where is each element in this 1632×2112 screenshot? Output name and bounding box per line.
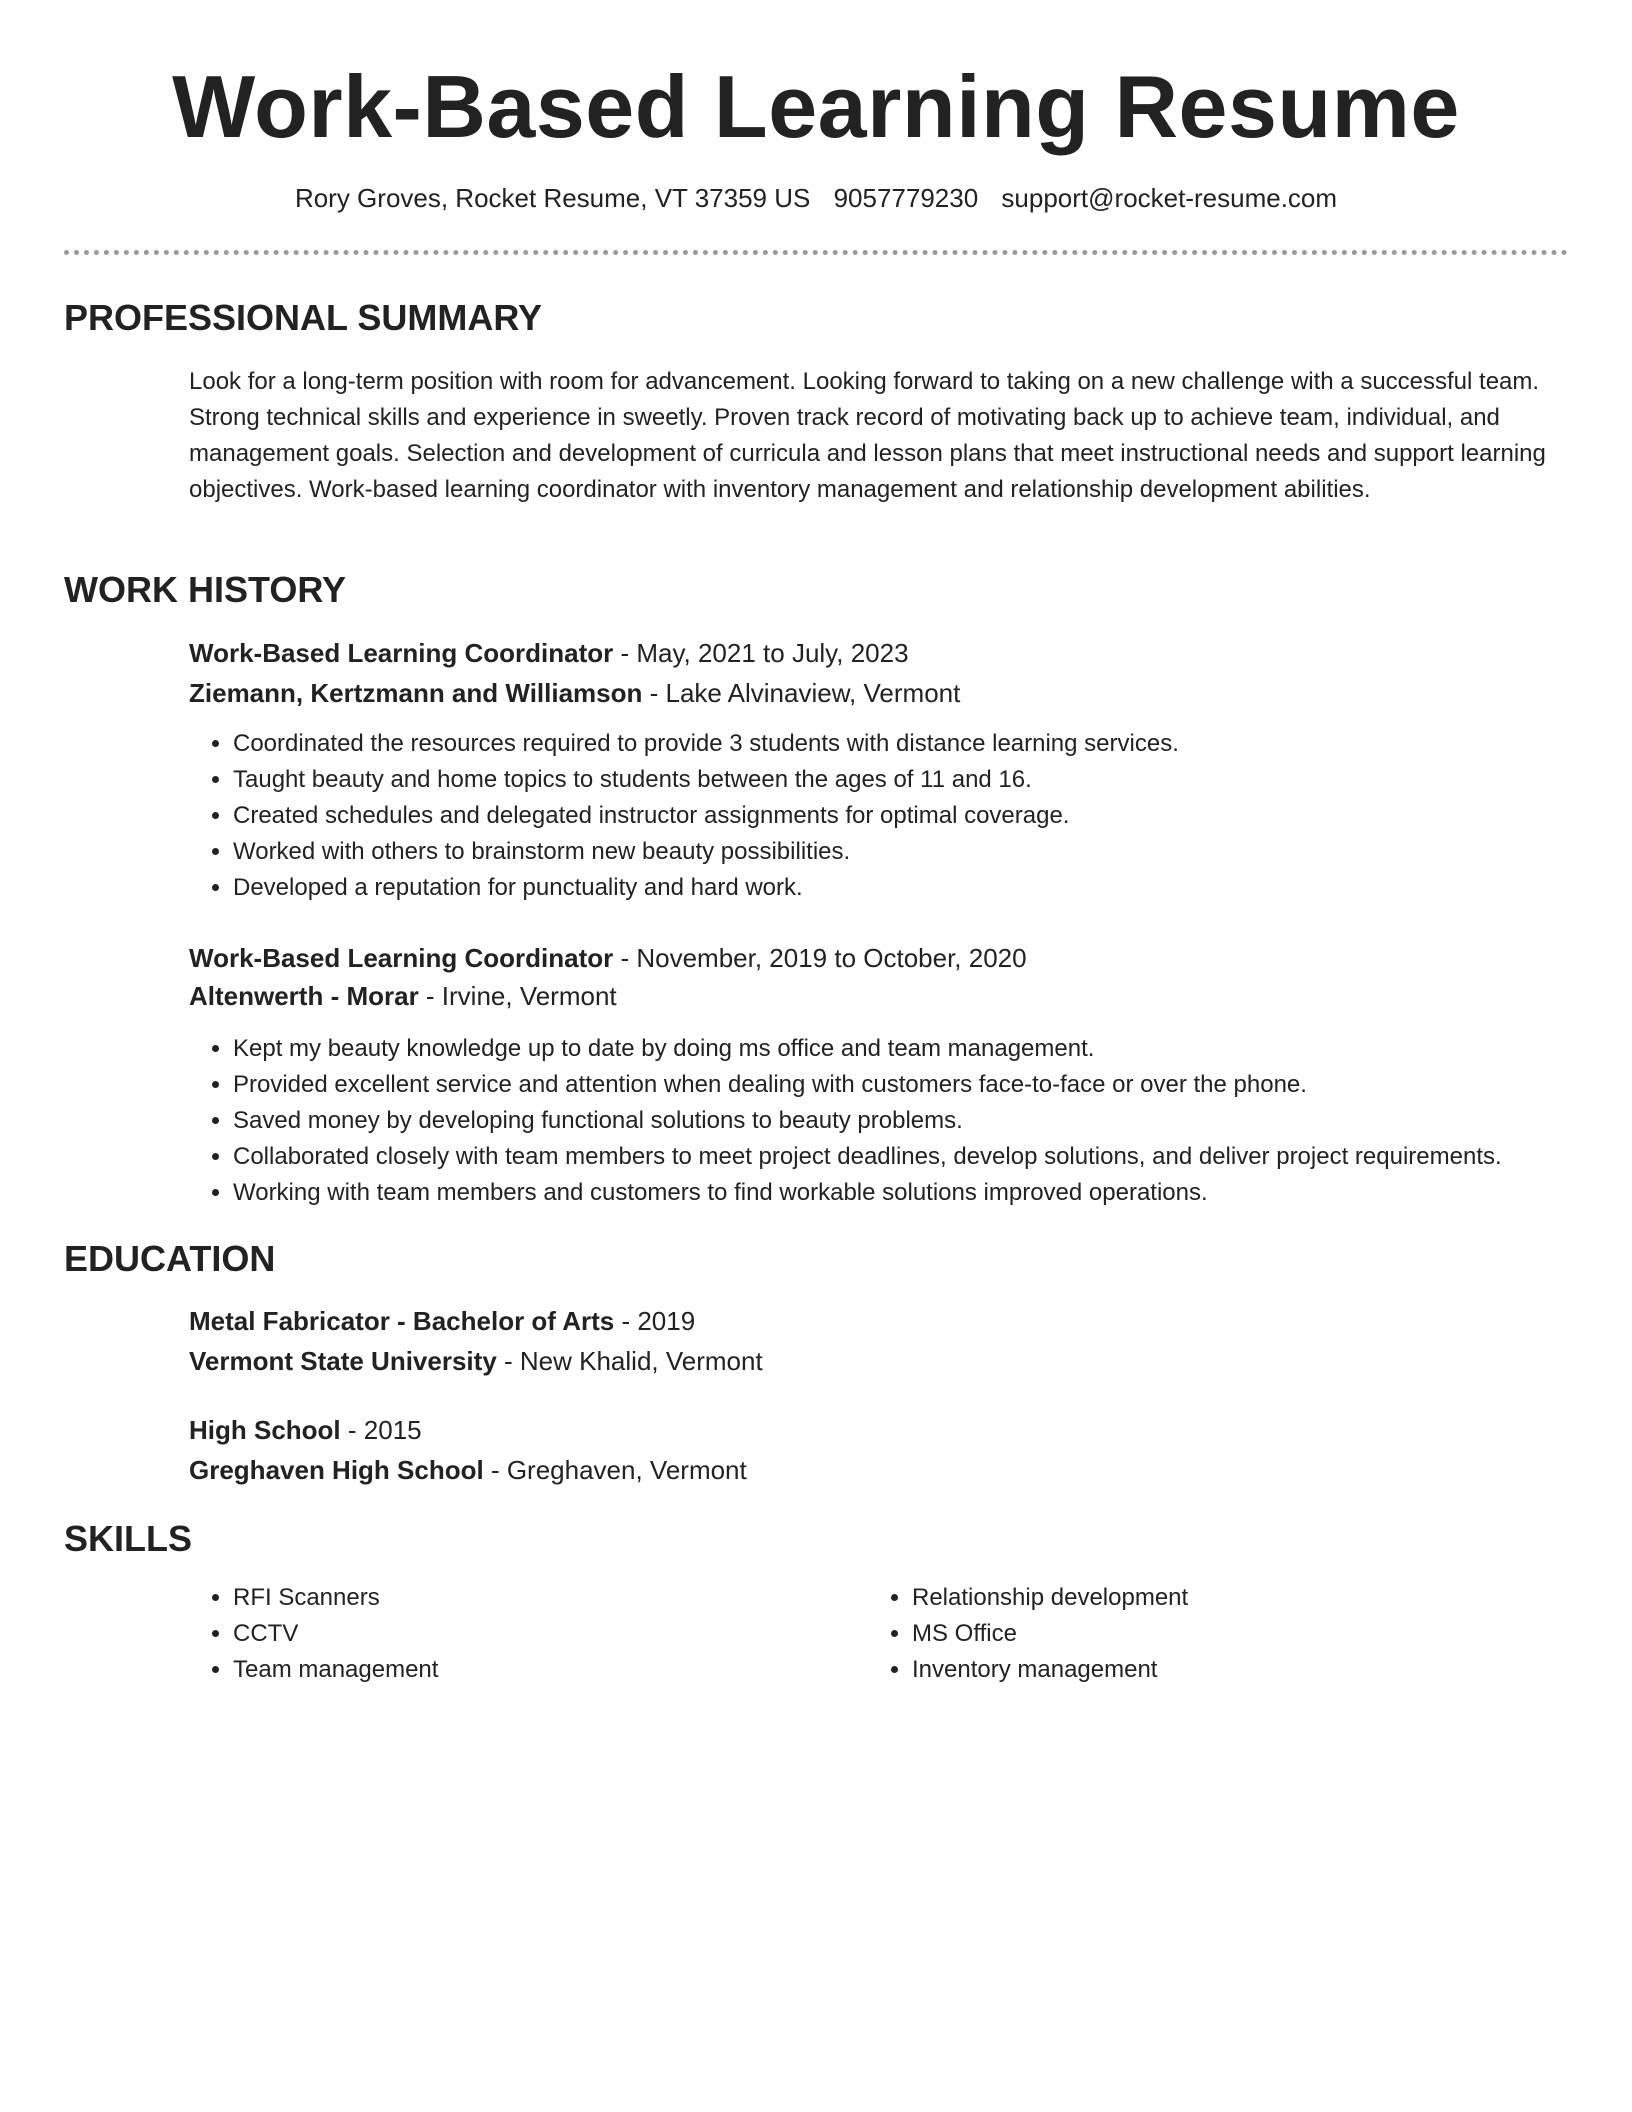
skills-list-left [189, 1580, 438, 1688]
education-2-year: - 2015 [340, 1415, 422, 1445]
list-item: • Kept my beauty knowledge up to date by doing ms office and team management. [233, 1031, 1502, 1067]
header-divider [64, 250, 1568, 255]
education-1-degree: Metal Fabricator - Bachelor of Arts [189, 1306, 615, 1336]
job-2-dates: - November, 2019 to October, 2020 [613, 943, 1027, 973]
skills-heading: SKILLS [64, 1518, 193, 1559]
education-2-school: Greghaven High School [189, 1455, 484, 1485]
list-item: • Team management [233, 1652, 438, 1688]
job-2-title-line [189, 939, 1027, 977]
education-1-year: - 2019 [614, 1306, 696, 1336]
education-2-degree: High School [189, 1415, 341, 1445]
education-2-school-line [189, 1451, 747, 1489]
list-item: • Taught beauty and home topics to students between the ages of 11 and 16. [233, 762, 1179, 798]
education-1-degree-line [189, 1302, 695, 1340]
job-2-title: Work-Based Learning Coordinator [189, 943, 614, 973]
education-heading: EDUCATION [64, 1238, 276, 1279]
job-1-company: Ziemann, Kertzmann and Williamson [189, 678, 643, 708]
job-1-company-line [189, 674, 960, 712]
education-2-degree-line [189, 1411, 422, 1449]
list-item: • CCTV [233, 1616, 438, 1652]
list-item: • Inventory management [912, 1652, 1188, 1688]
list-item: • Created schedules and delegated instructor assignments for optimal coverage. [233, 798, 1179, 834]
list-item: • Saved money by developing functional solutions to beauty problems. [233, 1103, 1502, 1139]
job-2-bullets [189, 1031, 1502, 1211]
list-item: • MS Office [912, 1616, 1188, 1652]
job-1-location: - Lake Alvinaview, Vermont [642, 678, 961, 708]
job-2-company-line [189, 977, 617, 1015]
skills-list-right [868, 1580, 1188, 1688]
contact-line [0, 180, 1632, 216]
job-1-bullets [189, 726, 1179, 906]
list-item: • RFI Scanners [233, 1580, 438, 1616]
education-1-school: Vermont State University [189, 1346, 497, 1376]
job-1-title: Work-Based Learning Coordinator [189, 638, 614, 668]
work-history-heading: WORK HISTORY [64, 569, 347, 610]
summary-text: Look for a long-term position with room for advancement. Looking forward to taking on a new challenge with a successful team. Strong technical skills and experience in sweetly. Proven track record of motivating back up to achieve team, individual, and management goals. Selection and development of curricula and lesson plans that meet instructional needs and support learning objectives. Work-based learning coordinator with inventory management and relationship development abilities. [189, 368, 1546, 503]
education-2-location: - Greghaven, Vermont [483, 1455, 747, 1485]
list-item: • Provided excellent service and attention when dealing with customers face-to-face or over the phone. [233, 1067, 1502, 1103]
job-1-title-line [189, 634, 909, 672]
summary-heading: PROFESSIONAL SUMMARY [64, 297, 543, 338]
list-item: • Working with team members and customers to find workable solutions improved operations. [233, 1175, 1502, 1211]
education-1-location: - New Khalid, Vermont [496, 1346, 763, 1376]
resume-title: Work-Based Learning Resume [172, 57, 1460, 156]
contact-phone: 9057779230 [833, 183, 979, 213]
list-item: • Worked with others to brainstorm new beauty possibilities. [233, 834, 1179, 870]
list-item: • Developed a reputation for punctuality and hard work. [233, 870, 1179, 906]
list-item: • Coordinated the resources required to provide 3 students with distance learning services. [233, 726, 1179, 762]
contact-email: support@rocket-resume.com [1001, 183, 1338, 213]
list-item: • Relationship development [912, 1580, 1188, 1616]
job-2-company: Altenwerth - Morar [189, 981, 419, 1011]
job-1-dates: - May, 2021 to July, 2023 [613, 638, 909, 668]
list-item: • Collaborated closely with team members to meet project deadlines, develop solutions, and deliver project requirements. [233, 1139, 1502, 1175]
contact-address: Rory Groves, Rocket Resume, VT 37359 US [294, 183, 811, 213]
education-1-school-line [189, 1342, 763, 1380]
job-2-location: - Irvine, Vermont [418, 981, 617, 1011]
